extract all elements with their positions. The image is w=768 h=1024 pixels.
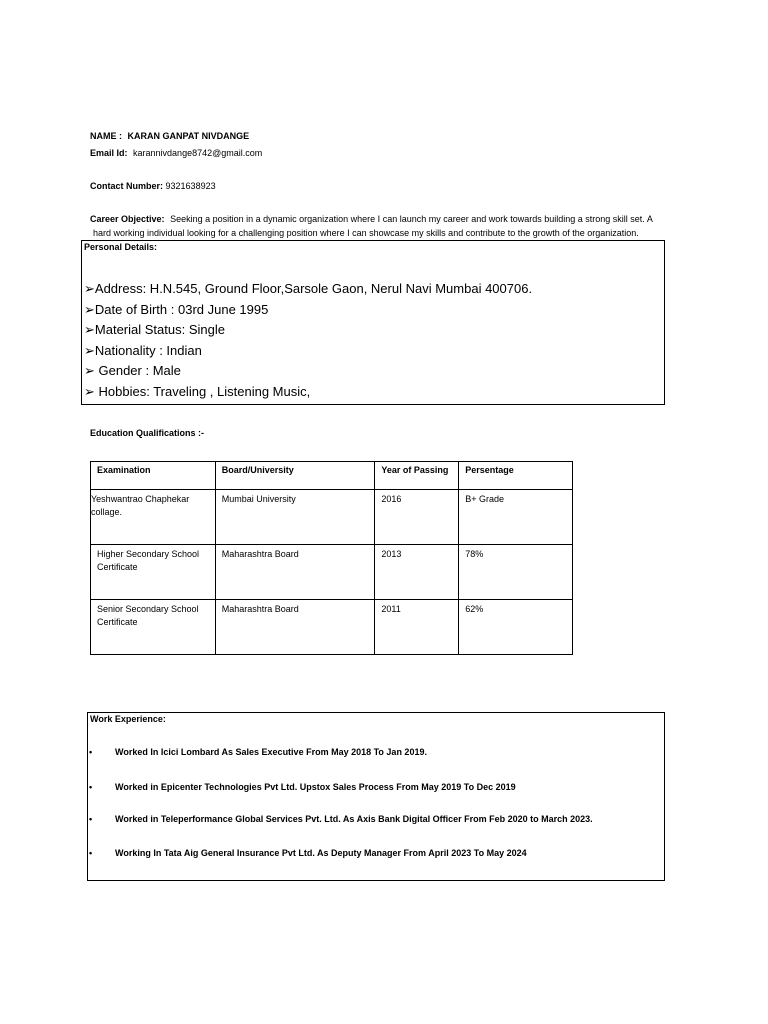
work-experience-title: Work Experience:: [90, 714, 166, 724]
email-line: [90, 147, 262, 159]
cell-percentage: 62%: [459, 600, 573, 655]
name-label: NAME :: [90, 131, 122, 141]
bullet: •: [89, 848, 93, 858]
contact-line: [90, 180, 216, 192]
career-label: Career Objective:: [90, 214, 165, 224]
work-item-text: Worked in Epicenter Technologies Pvt Ltd. Upstox Sales Process From May 2019 To Dec 2019: [115, 782, 516, 792]
career-objective: [90, 212, 665, 240]
bullet: •: [89, 782, 93, 792]
work-item-text: Working In Tata Aig General Insurance Pvt Ltd. As Deputy Manager From April 2023 To May 2024: [115, 848, 527, 858]
cell-year: 2016: [375, 490, 459, 545]
header-examination: Examination: [91, 462, 216, 490]
name-line: [90, 130, 249, 142]
personal-detail-dob: ➢Date of Birth : 03rd June 1995: [84, 301, 269, 317]
table-row: [91, 545, 573, 600]
cell-year: 2013: [375, 545, 459, 600]
cell-percentage: B+ Grade: [459, 490, 573, 545]
work-item-text: Worked In Icici Lombard As Sales Executive From May 2018 To Jan 2019.: [115, 747, 427, 757]
personal-detail-nationality: ➢Nationality : Indian: [84, 342, 202, 358]
career-line-2: hard working individual looking for a challenging position where I can showcase my skills and contribute to the growth of the organization.: [93, 228, 639, 238]
table-row: [91, 600, 573, 655]
name-value: KARAN GANPAT NIVDANGE: [127, 131, 250, 141]
cell-board: Maharashtra Board: [215, 545, 375, 600]
personal-detail-gender: ➢ Gender : Male: [84, 363, 181, 378]
table-header-row: [91, 462, 573, 490]
work-item-text: Worked in Teleperformance Global Services Pvt. Ltd. As Axis Bank Digital Officer From Feb 2020 to March 2023.: [115, 814, 593, 824]
cell-year: 2011: [375, 600, 459, 655]
cell-board: Mumbai University: [215, 490, 375, 545]
work-experience-box: [87, 712, 665, 881]
education-table: [90, 461, 573, 655]
header-board-university: Board/University: [215, 462, 375, 490]
cell-percentage: 78%: [459, 545, 573, 600]
email-value: karannivdange8742@gmail.com: [133, 148, 263, 158]
work-item: [89, 782, 516, 792]
personal-details-title: Personal Details:: [84, 242, 158, 252]
contact-value: 9321638923: [165, 181, 216, 191]
bullet: •: [89, 747, 93, 757]
work-item: [89, 814, 593, 824]
header-year-of-passing: Year of Passing: [375, 462, 459, 490]
cell-examination: Senior Secondary School Certificate: [91, 600, 216, 655]
header-percentage: Persentage: [459, 462, 573, 490]
email-label: Email Id:: [90, 148, 128, 158]
personal-detail-hobbies: ➢ Hobbies: Traveling , Listening Music,: [84, 383, 311, 399]
personal-details-list: [84, 279, 532, 402]
personal-detail-marital-status: ➢Material Status: Single: [84, 322, 225, 337]
work-item: [89, 848, 527, 858]
personal-details-box: [81, 240, 665, 405]
education-title: Education Qualifications :-: [90, 428, 205, 438]
table-row: [91, 490, 573, 545]
cell-examination: Yeshwantrao Chaphekar collage.: [91, 490, 216, 545]
cell-examination: Higher Secondary School Certificate: [91, 545, 216, 600]
personal-detail-address: ➢Address: H.N.545, Ground Floor,Sarsole Gaon, Nerul Navi Mumbai 400706.: [84, 281, 533, 296]
contact-label: Contact Number:: [90, 181, 164, 191]
bullet: •: [89, 814, 93, 824]
cell-board: Maharashtra Board: [215, 600, 375, 655]
career-line-1: Seeking a position in a dynamic organization where I can launch my career and work towards building a strong skill set. A: [170, 214, 653, 224]
work-item: [89, 747, 427, 757]
